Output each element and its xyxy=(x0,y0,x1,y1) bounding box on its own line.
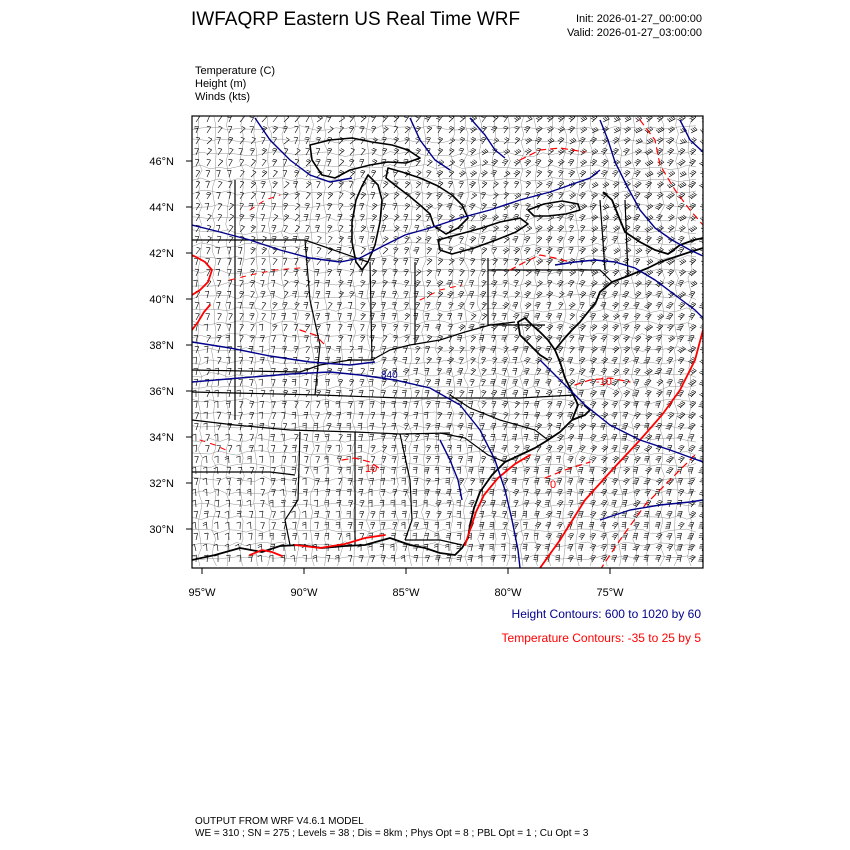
model-info-line1: OUTPUT FROM WRF V4.6.1 MODEL xyxy=(195,816,364,827)
field-height-label: Height (m) xyxy=(195,78,247,90)
lat-label-44n: 44°N xyxy=(149,202,174,214)
valid-time: Valid: 2026-01-27_03:00:00 xyxy=(567,27,702,39)
lon-label-75w: 75°W xyxy=(596,587,624,599)
height-contour-label: 840 xyxy=(381,370,398,381)
lat-label-40n: 40°N xyxy=(149,294,174,306)
temperature-contour-legend: Temperature Contours: -35 to 25 by 5 xyxy=(501,631,701,645)
temp-contour-label-10: 10 xyxy=(365,463,378,475)
field-temperature-label: Temperature (C) xyxy=(195,65,276,77)
temp-contour-label-neg10: -10 xyxy=(596,376,612,388)
latitude-axis xyxy=(186,161,192,529)
height-contour-legend: Height Contours: 600 to 1020 by 60 xyxy=(511,607,701,621)
init-time: Init: 2026-01-27_00:00:00 xyxy=(576,13,702,25)
lat-label-46n: 46°N xyxy=(149,156,174,168)
longitude-axis xyxy=(202,568,610,574)
lat-label-32n: 32°N xyxy=(149,478,174,490)
lat-label-42n: 42°N xyxy=(149,248,174,260)
page-title: IWFAQRP Eastern US Real Time WRF xyxy=(191,9,521,30)
lon-label-80w: 80°W xyxy=(494,587,522,599)
field-winds-label: Winds (kts) xyxy=(195,91,250,103)
lat-label-34n: 34°N xyxy=(149,432,174,444)
lat-label-30n: 30°N xyxy=(149,524,174,536)
model-info-line2: WE = 310 ; SN = 275 ; Levels = 38 ; Dis = 8km ; Phys Opt = 8 ; PBL Opt = 1 ; Cu Opt = 3 xyxy=(195,828,589,839)
lat-label-36n: 36°N xyxy=(149,386,174,398)
lat-label-38n: 38°N xyxy=(149,340,174,352)
lon-label-95w: 95°W xyxy=(188,587,216,599)
lon-label-90w: 90°W xyxy=(290,587,318,599)
lon-label-85w: 85°W xyxy=(392,587,420,599)
temp-contour-label-0: 0 xyxy=(550,479,557,491)
